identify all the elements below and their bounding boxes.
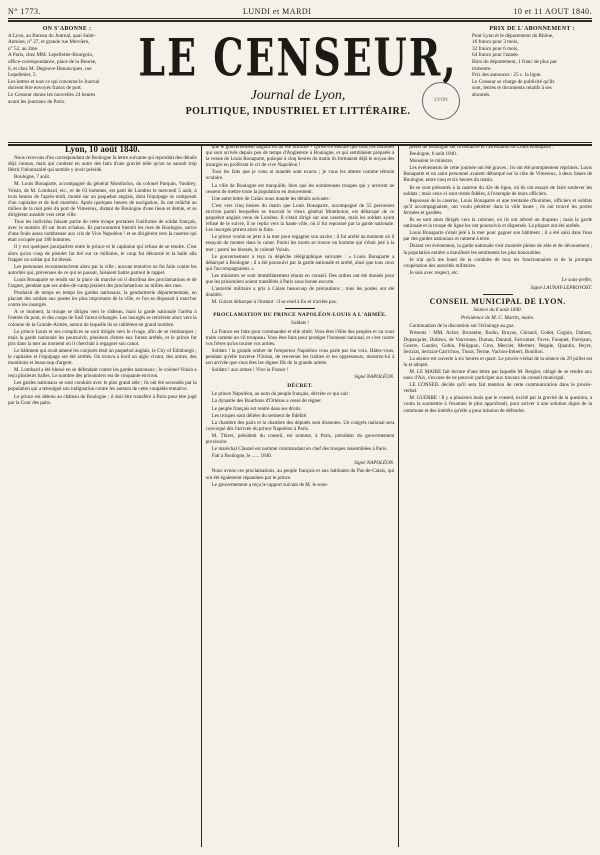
text-line: Ils se sont alors dirigés vers la colonne, où ils ont arboré un drapeau ; mais la garde nationale et la troupe de ligne les ont poursuivis et dispersés. La plupart ont été arrêtés.: [403, 217, 592, 230]
text-line: Le peuple français est rentré dans ses droits.: [211, 405, 302, 412]
proclamation-signature: Signé NAPOLÉON.: [354, 374, 395, 381]
council-text: [403, 323, 592, 413]
text-line: Le prince Napoléon, au nom du peuple français, décrète ce qui suit :: [211, 391, 351, 398]
text-line: Les événements de cette journée ont été graves ; ils ont été promptement réprimés. Louis Bonaparte et un saint personnel avaient débarqué sur la côte de Vimereux, à deux lieues de Boulogne, entre cinq et six heures du matin.: [403, 165, 592, 184]
text-line: A ce moment, la troupe se dirigea vers le château, mais la garde nationale l'arrêta à l'entrée du pont, et des coups de fusil furent échangés. Les insurgés se retirèrent alors vers la colonne de la Grande-Armée, autour de laquelle ils se rallièrent en grand nombre.: [8, 309, 197, 328]
text-line: La séance est ouverte à six heures et quart. Le procès-verbal de la séance du 29 juillet est lu et adopté.: [403, 355, 592, 368]
text-line: Boulogne, 6 août 1840.: [409, 151, 458, 158]
subscription-lines: [8, 33, 126, 106]
text-line: Le Censeur se charge de publicité qu'ils: [472, 78, 555, 85]
column-3: [398, 144, 592, 847]
subscription-heading: ON S'ABONNE :: [42, 26, 92, 32]
text-line: Les lettres et tout ce qui concerne le Journal: [8, 78, 100, 85]
text-line: n° 52, au 2me.: [8, 45, 39, 52]
text-line: M. LE MAIRE fait lecture d'une lettre par laquelle M. Bergier, obligé de se rendre aux eaux d'Aix, s'excuse de ne pouvoir participer aux travaux du conseil municipal.: [403, 369, 592, 382]
column-1: [8, 144, 201, 847]
council-president: Présidence de M. C. Martin, maire.: [460, 315, 535, 322]
text-line: sont, lettres et documents relatifs à ses: [472, 85, 552, 92]
text-line: Les troupes sont déliées du serment de fidélité.: [211, 412, 308, 419]
text-line: M. Thiers, président du conseil, est nommé, à Paris, président du gouvernement provisoire.: [205, 432, 395, 446]
text-line: Il y eut quelques pourparlers entre le prince et le capitaine qui refusa de se rendre. C'est alors qu'un coup de pistolet fut tiré sur ce militaire, le coup fut détourné et la balle alla frapper un soldat qui fut blessé.: [8, 244, 197, 263]
text-line: La ville de Boulogne est tranquille, bien que les nombreuses troupes qui y arrivent ne cessent de mettre toute la population en mouvement.: [205, 182, 395, 195]
text-line: Le Censeur donne les nouvelles 24 heures: [8, 91, 96, 98]
text-line: abonnés.: [472, 91, 491, 98]
text-line: 16 francs pour 3 mois,: [472, 39, 519, 46]
decree-title: DÉCRET.: [287, 383, 313, 390]
text-line: 6, et chez M. Degouve-Denuncques, rue: [8, 65, 92, 72]
proclamation-title: PROCLAMATION DU PRINCE NAPOLÉON-LOUIS A L'ARMÉE.: [213, 312, 387, 319]
text-line: Boulogne, 7 août.: [14, 174, 51, 181]
text-line: que le gouvernement anglais en ait été informé ? Qu'est-ce ensuite que tous ces hommes qui sont arrivés depuis peu de temps d'Angleterre à Boulogne, et qui semblaient préparés à la venue de Louis Bonaparte, puisque à cinq heures du matin ils formaient déjà le noyau des insurgés en proférant le cri de vive Napoléon !: [205, 144, 395, 169]
column-3-text: [403, 144, 592, 276]
text-line: Présents : MM. Acher, Brossette, Bodin, Bruyas, Chinard, Godet, Cognin, Dubost, Dupasquier, Dulieux, de Vauxonne, Dumas, Durand, Falconnet, Favre, Fouquet, Frerejean, Goerre, Gautier, Gobin, Philippon, Gros, Mercier, Mermet, Nepple, Quantin, Reyre, Seriziat, Seriziat-Carrichon, Tissot, Terme, Vachon-Imbert, Bouillon.: [403, 330, 592, 355]
text-line: Hors du département, 1 franc de plus par: [472, 58, 557, 65]
newspaper-title: LE CENSEUR,: [138, 26, 458, 88]
issue-number: N° 1773.: [8, 6, 41, 16]
text-line: Le prince est détenu au château de Boulogne ; il doit être transféré à Paris pour être jugé par la Cour des pairs.: [8, 393, 197, 406]
text-line: avant les journaux de Paris.: [8, 98, 66, 105]
text-line: Les personnes recommencèrent alors par la ville ; aucune tentative ne fut faite contre les autorités qui, prévenues de ce qui se passait, faisaient battre partout le rappel.: [8, 263, 197, 276]
text-line: trimestre.: [472, 65, 492, 72]
text-line: Tous les faits que je vous ai mandés sont exacts ; je vous les atteste comme témoin oculaire.: [205, 169, 395, 182]
subprefect-signature: Signé LAUNAY-LEPROVOST.: [530, 284, 592, 291]
text-line: Fait à Boulogne, le ...... 1840.: [211, 453, 273, 460]
text-line: Pour Lyon et le département du Rhône,: [472, 32, 554, 39]
text-line: Le prince Louis et ses complices se sont dirigés vers le rivage, afin de se rembarquer ; mais la garde nationale les poursuivit, plusieurs d'entre eux furent arrêtés, et le prince fut pris dans la mer au moment où il cherchait à regagner son canot.: [8, 328, 197, 347]
text-line: Le prince voulut se jeter à la mer pour regagner son navire ; il fut arrêté au moment où il essayait de monter dans le canot. Parmi les morts se trouve un homme qui s'était jeté à la mer ; parmi les blessés, le colonel Voisin.: [205, 234, 395, 253]
text-line: Nous recevons d'un correspondant de Boulogne la lettre suivante qui reproduit des détails déjà connus, mais qui contient en outre des faits d'une gravité telle qu'on se saurait trop flétrir l'inhumanité qui semble y avoir présidé.: [8, 155, 197, 174]
proclamation-text: [206, 329, 395, 374]
column-1-text: [8, 155, 197, 406]
column-2-text: [206, 144, 395, 305]
council-title: CONSEIL MUNICIPAL DE LYON.: [429, 297, 566, 307]
text-line: Les gardes nationaux se sont conduits avec le plus grand zèle ; ils ont été secondés par la population qui a témoigné son indignation contre les auteurs de cette coupable tentative.: [8, 380, 197, 393]
price-heading: PRIX DE L'ABONNEMENT :: [489, 26, 575, 32]
column-2-after-text: [206, 468, 395, 487]
text-line: Antoine, n° 27, et grande rue Mercière,: [8, 39, 90, 46]
text-line: M. Louis Bonaparte, accompagné du général Montholon, du colonel Parquin, Vaudrey, Voisin, de M. Lombard, etc., et de 63 hommes, est parti de Londres le mercredi 5 août, à trois heures de l'après-midi, monté sur un paquebot anglais, dont l'équipage se composait d'un capitaine et de huit matelots. Après quelques heures de navigation, ils ont relâché au milieu de la nuit près du port de Vimereux, distant de Boulogne d'une lieue et demie, et se dirigèrent aussitôt vers cette ville.: [8, 181, 197, 218]
masthead: [8, 22, 592, 142]
proclamation-salute: Soldats !: [291, 320, 309, 327]
text-line: LE CONSEIL décide qu'il sera fait mention de cette communication dans le procès-verbal.: [403, 382, 592, 395]
column-2: [201, 144, 399, 847]
text-line: Monsieur le ministre,: [409, 158, 454, 165]
text-line: M. GUERRE : Il y a plusieurs mois que le conseil, excité par la gravité de la question, a voulu la soumettre à l'examen le plus approfondi, pour arriver à une solution digne de la commune et des intérêts qu'elle a pour mission de défendre.: [403, 395, 592, 414]
text-line: Louis Bonaparte se rendit sur la place du marché où il distribua des proclamations et de l'argent, pendant que ses aides-de-camp jetaient des proclamations au milieu des rues.: [8, 276, 197, 289]
text-line: préfet de Boulogne sur la tentative et l'arrestation de Louis Bonaparte :: [409, 144, 554, 150]
subprefect-title: Le sous-préfet,: [561, 276, 592, 283]
text-line: 32 francs pour 6 mois,: [472, 45, 519, 52]
subscription-box: [8, 26, 126, 105]
separator: [285, 308, 315, 309]
text-line: La France est faite pour commander et elle obéit. Vous êtes l'élite des peuples et on vous traite comme un vil troupeau. Vous êtes faits pour protéger l'honneur national, et c'est contre vos frères qu'on tourne vos armes.: [205, 328, 395, 347]
decree-text: [206, 391, 395, 459]
text-line: Durant cet événement, la garde nationale s'est montrée pleine de zèle et de dévouement ; la population entière a manifesté les sentiments les plus honorables.: [403, 243, 592, 256]
text-line: Le maréchal Clauzel est nommé commandant en chef des troupes rassemblées à Paris.: [211, 446, 388, 453]
text-line: M. Guizot débarque à l'instant : il se rend à Eu et n'arrête pas.: [211, 299, 337, 306]
library-stamp: [422, 82, 460, 120]
text-line: Soldats ! la grande ombre de l'empereur Napoléon vous parle par ma voix. Hâtez-vous, pendant qu'elle traverse l'Océan, de renverser les traîtres et les oppresseurs, montrez-lui à son arrivée que vous êtes les dignes fils de la grande armée.: [205, 347, 395, 366]
price-box: [472, 26, 592, 99]
text-line: 64 francs pour l'année.: [472, 52, 520, 59]
newspaper-subtitle: Journal de Lyon,: [250, 88, 346, 103]
decree-signature: Signé NAPOLÉON.: [354, 460, 395, 467]
separator: [483, 294, 513, 295]
text-line: Produisit de temps en temps les gardes nationaux, la gendarmerie départementale, en placant des soldats aux postes les plus importants de la ville, et l'on se disposait à marcher contre les insurgés.: [8, 290, 197, 309]
newspaper-page: [8, 4, 592, 847]
text-line: Lepelletier, 5.: [8, 72, 37, 79]
text-line: Repoussé de la caserne, Louis Bonaparte et une trentaine d'hommes, officiers et soldats qu'il accompagnaient, ont voulu pénétrer dans la ville haute ; ils ont trouvé les portes fermées et gardées.: [403, 197, 592, 216]
masthead-rule: [8, 142, 592, 143]
text-line: La dynastie des Bourbons d'Orléans a cessé de régner.: [211, 398, 322, 405]
text-line: L'autorité militaire a pris à Calais beaucoup de précautions ; tous les postes ont été doublés.: [205, 286, 395, 299]
newspaper-tagline: POLITIQUE, INDUSTRIEL ET LITTÉRAIRE.: [185, 106, 411, 117]
text-line: doivent être envoyés francs de port.: [8, 85, 83, 92]
text-line: A Paris, chez MM. Lepelletier-Bourgoin,: [8, 52, 94, 59]
top-rule: [8, 18, 592, 19]
text-line: C'est vers cinq heures du matin que Louis Bonaparte, accompagné de 55 personnes environ parmi lesquelles se trouvait le vieux général Montholon, est débarqué de ce paquebot anglais venu de Londres. Il s'était dirigé sur une caserne, mais les soldats ayant refusé de le suivre, il se replia vers la haute ville, où il fut repoussé par la garde nationale. Les insurgés prirent alors la fuite.: [205, 202, 395, 234]
article-columns: [8, 144, 592, 847]
stamp-text: LYON: [434, 98, 448, 103]
text-line: Une autre lettre de Calais nous mande les détails suivants :: [211, 195, 332, 202]
text-line: Le bâtiment qui avait amené les conjurés était un paquebot anglais, le City of Edinburgh ; le capitaine et l'équipage ont été arrêtés. On trouva à bord un aigle vivant, des armes, des munitions et beaucoup d'argent.: [8, 347, 197, 367]
text-line: Je suis avec respect, etc.: [409, 269, 459, 276]
issue-dates: 10 et 11 AOUT 1840.: [513, 6, 592, 16]
text-line: Le gouvernement a reçu le rapport suivant de M. le sous-: [211, 481, 329, 488]
text-line: M. Lombard a été blessé en se défendant contre les gardes nationaux ; le colonel Voisin a reçu plusieurs balles. Le nombre des prisonniers est de cinquante environ.: [8, 367, 197, 380]
text-line: Tous les individus faisant partie de cette troupe portaient l'uniforme de soldat français, avec le numéro 40 sur leurs schakos. Ils parcoururent bientôt les rues de Boulogne, suivis d'une foule assez nombreuse aux cris de Vive Napoléon ! et se dirigèrent vers la caserne qui était occupée par 180 hommes.: [8, 219, 197, 244]
text-line: Prix des annonces : 25 c. la ligne.: [472, 72, 542, 79]
text-line: La chambre des pairs et la chambre des députés sont dissoutes. Un congrès national sera convoqué dès l'arrivée du prince Napoléon à Paris.: [205, 419, 395, 432]
text-line: Je n'ai qu'à me louer de la conduite de tous les fonctionnaires et de la prompte coopération des autorités militaires.: [403, 256, 592, 269]
text-line: Ils se sont présentés à la caserne du 42e de ligne, où ils ont essayé de faire soulever les soldats ; mais ceux-ci sont restés fidèles, à l'exemple de leurs officiers.: [403, 184, 592, 197]
text-line: office-correspondance, place de la Bourse,: [8, 58, 97, 65]
issue-bar: [8, 4, 592, 18]
text-line: Continuation de la discussion sur l'éclairage au gaz.: [409, 323, 515, 330]
issue-days: LUNDI et MARDI: [243, 6, 312, 16]
text-line: A Lyon, au Bureau du Journal, quai Saint-: [8, 32, 96, 39]
price-lines: [472, 33, 592, 99]
text-line: Soldats ! aux armes ! Vive la France !: [211, 367, 289, 374]
text-line: Le gouvernement a reçu la dépêche télégraphique suivante : « Louis Bonaparte a débarqué à Boulogne ; il a été poursuivi par la garde nationale et arrêté, ainsi que tous ceux qui l'accompagnaient. »: [205, 253, 395, 272]
dateline: Lyon, 10 août 1840.: [64, 144, 140, 154]
text-line: Les ministres se sont immédiatement réunis en conseil. Des ordres ont été donnés pour que les prisonniers soient transférés à Paris sous bonne escorte.: [205, 272, 395, 285]
text-line: Nous avons ces proclamations, au peuple français et aux habitants du Pas-de-Calais, qui ont été également répandues par le prince.: [205, 468, 395, 481]
council-date: Séance du 6 août 1840.: [473, 307, 522, 314]
title-block: [130, 22, 466, 117]
text-line: Louis Bonaparte s'était jeté à la mer pour gagner son bâtiment ; il a été saisi dans l'eau par des gardes nationaux et ramené à terre.: [403, 230, 592, 243]
